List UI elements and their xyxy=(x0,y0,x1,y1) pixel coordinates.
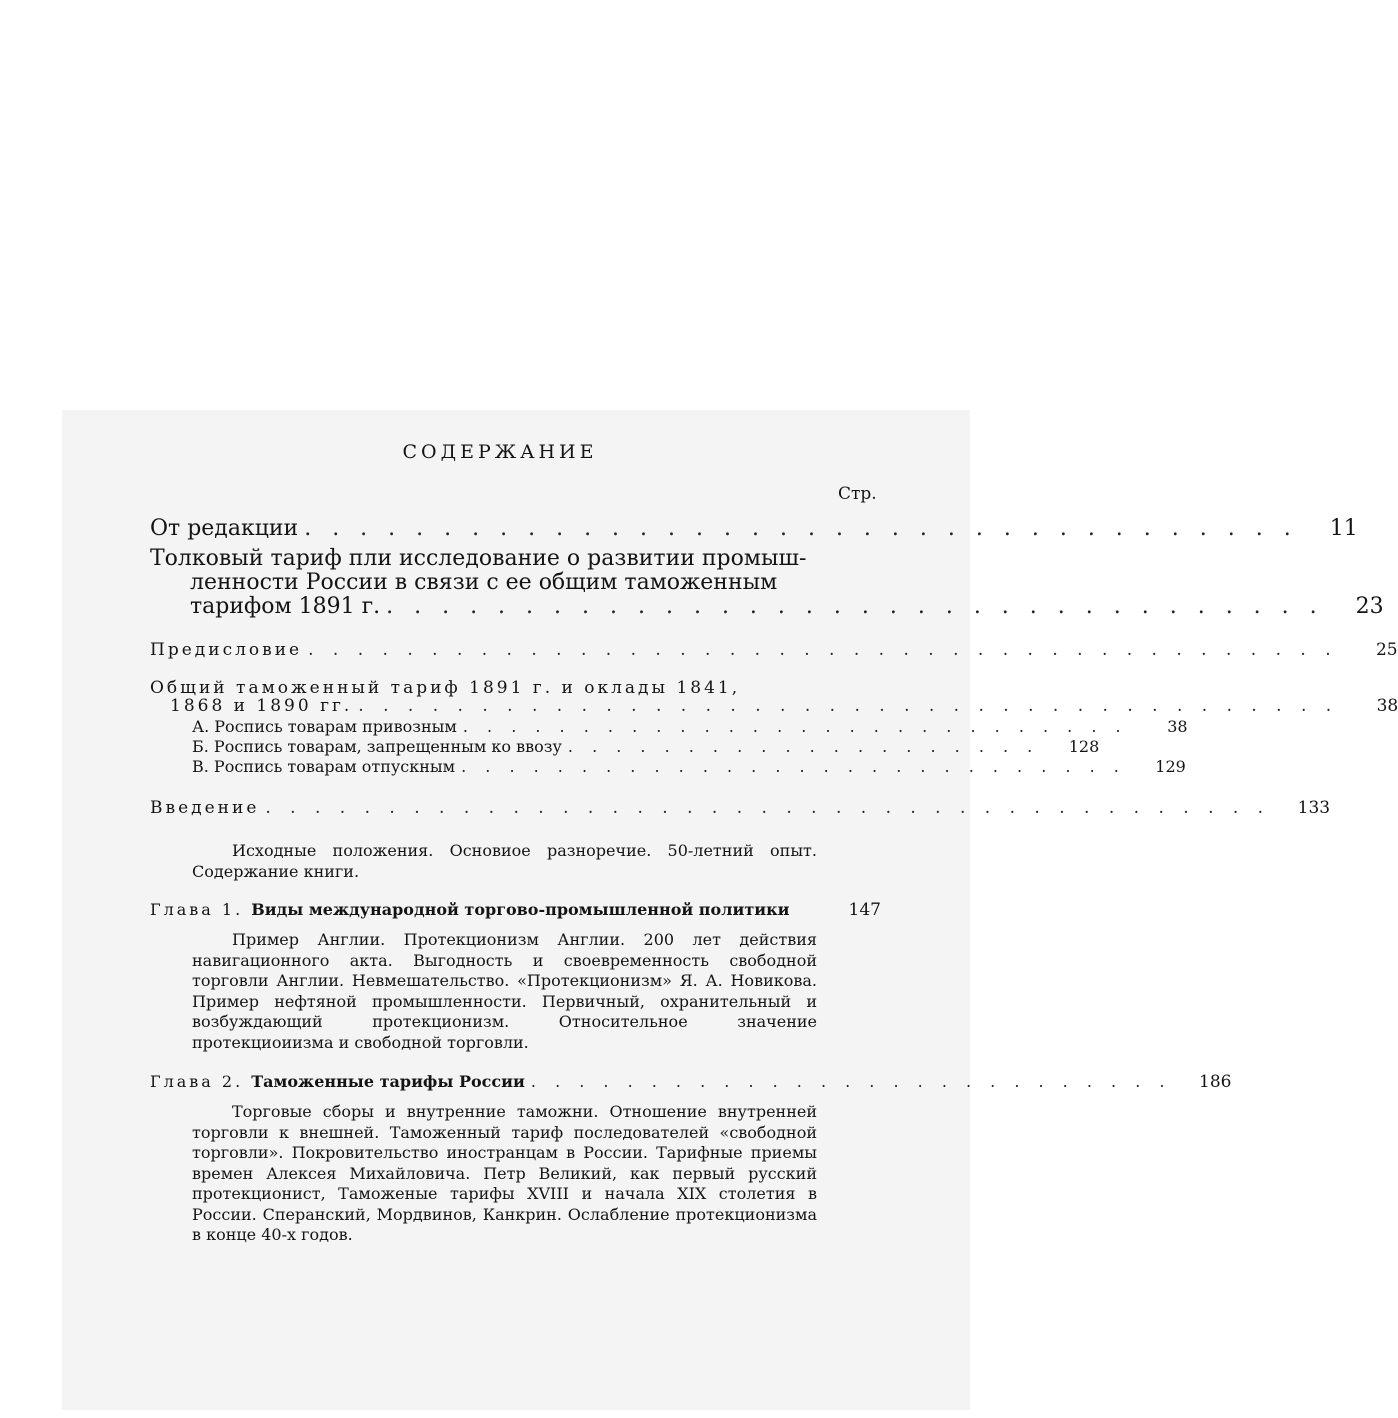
chapter-prefix: Глава 2. xyxy=(150,1072,244,1091)
toc-entry-chapter-1[interactable] xyxy=(150,900,881,920)
chapter-title: Виды международной торгово-промышленной политики xyxy=(251,900,790,919)
introduction-summary-text: Исходные положения. Основиое разноречие. 50-летний опыт. Содержание книги. xyxy=(192,841,817,881)
toc-entry-chapter-2[interactable] xyxy=(150,1072,1232,1092)
leader-dots: . . . . . . . . . . . . . . . . . . . . . . . . . . . . . . . . . . . . xyxy=(304,516,1298,541)
toc-entry-label: Б. Роспись товарам, запрещенным ко ввозу xyxy=(192,737,562,756)
toc-entry-page: 38 xyxy=(1376,696,1398,716)
toc-entry-preface[interactable] xyxy=(150,640,1398,660)
toc-entry-import-list[interactable] xyxy=(192,717,1188,736)
leader-dots: . . . . . . . . . . . . . . . . . . . . . . . . . . . . xyxy=(461,757,1126,776)
leader-dots: . . . . . . . . . . . . . . . . . . . . . . . . . . . . . . . . . . . . . . . . . . xyxy=(308,640,1338,660)
toc-entry-label: 1868 и 1890 гг. xyxy=(170,696,353,716)
toc-entry-label: тарифом 1891 г. xyxy=(190,594,381,619)
toc-entry-label: Общий таможенный тариф 1891 г. и оклады 1841, xyxy=(150,678,741,698)
toc-entry-page: 128 xyxy=(1068,737,1100,756)
chapter-2-summary xyxy=(192,1102,817,1246)
toc-entry-continuation: ленности России в связи с ее общим таможенным xyxy=(190,570,778,595)
toc-entry-prohibited-list[interactable] xyxy=(192,737,1100,756)
toc-entry-label: А. Роспись товарам привозным xyxy=(192,717,457,736)
toc-entry-editorial[interactable] xyxy=(150,516,1358,541)
toc-entry-general-tariff-end[interactable] xyxy=(170,696,1398,716)
toc-entry-tolkovy-tarif[interactable] xyxy=(150,546,881,571)
toc-entry-page: 25 xyxy=(1375,640,1398,660)
introduction-summary xyxy=(192,841,817,882)
chapter-1-summary xyxy=(192,930,817,1053)
toc-entry-page: 147 xyxy=(848,900,881,920)
chapter-2-summary-text: Торговые сборы и внутренние таможни. Отношение внутренней торговли к внешней. Таможенный тариф последователей «свободной торговли». Покровительство иностранцам в России. Тарифные приемы времен Алексея Михайловича. Петр Великий, как первый русский протекционист, Таможеные тарифы XVIII и начала XIX столетия в России. Сперанский, Мордвинов, Канкрин. Ослабление протекционизма в конце 40-х годов. xyxy=(192,1102,817,1244)
chapter-title: Таможенные тарифы России xyxy=(251,1072,525,1091)
toc-entry-export-list[interactable] xyxy=(192,757,1186,776)
leader-dots: . . . . . . . . . . . . . . . . . . . . . . . . . . . . . . . . . . . . . . . . . xyxy=(265,798,1271,818)
toc-entry-label: Предисловие xyxy=(150,640,303,660)
toc-entry-page: 186 xyxy=(1199,1072,1232,1092)
toc-entry-page: 129 xyxy=(1155,757,1186,776)
toc-entry-page: 38 xyxy=(1167,717,1188,736)
toc-entry-label: От редакции xyxy=(150,516,299,541)
toc-entry-page: 133 xyxy=(1297,798,1331,818)
toc-entry-label: Введение xyxy=(150,798,260,818)
page-column-label: Стр. xyxy=(838,484,877,504)
page-title: СОДЕРЖАНИЕ xyxy=(402,441,598,463)
toc-entry-page: 23 xyxy=(1355,594,1384,619)
chapter-1-summary-text: Пример Англии. Протекционизм Англии. 200 лет действия навигационного акта. Выгодность и своевременность свободной торговли Англии. Невмешательство. «Протекционизм» Я. А. Новикова. Пример нефтяной промышленности. Первичный, охранительный и возбуждающий протекционизм. Относительное значение протекциоиизма и свободной торговли. xyxy=(192,930,817,1052)
chapter-prefix: Глава 1. xyxy=(150,900,244,919)
toc-entry-label: В. Роспись товарам отпускным xyxy=(192,757,456,776)
toc-entry-tolkovy-tarif-end[interactable] xyxy=(190,594,1384,619)
leader-dots: . . . . . . . . . . . . . . . . . . . . xyxy=(567,737,1040,756)
toc-entry-introduction[interactable] xyxy=(150,798,1331,818)
leader-dots: . . . . . . . . . . . . . . . . . . . . . . . . . . . xyxy=(530,1072,1172,1091)
leader-dots: . . . . . . . . . . . . . . . . . . . . . . . . . . . . . . . . . . xyxy=(386,594,1324,619)
toc-entry-label: Толковый тариф пли исследование о развитии промыш- xyxy=(150,546,807,571)
leader-dots: . . . . . . . . . . . . . . . . . . . . . . . . . . . . xyxy=(462,717,1128,736)
toc-entry-page: 11 xyxy=(1329,516,1358,541)
toc-entry-general-tariff[interactable] xyxy=(150,678,881,698)
leader-dots: . . . . . . . . . . . . . . . . . . . . . . . . . . . . . . . . . . . . . . . . xyxy=(358,696,1339,716)
